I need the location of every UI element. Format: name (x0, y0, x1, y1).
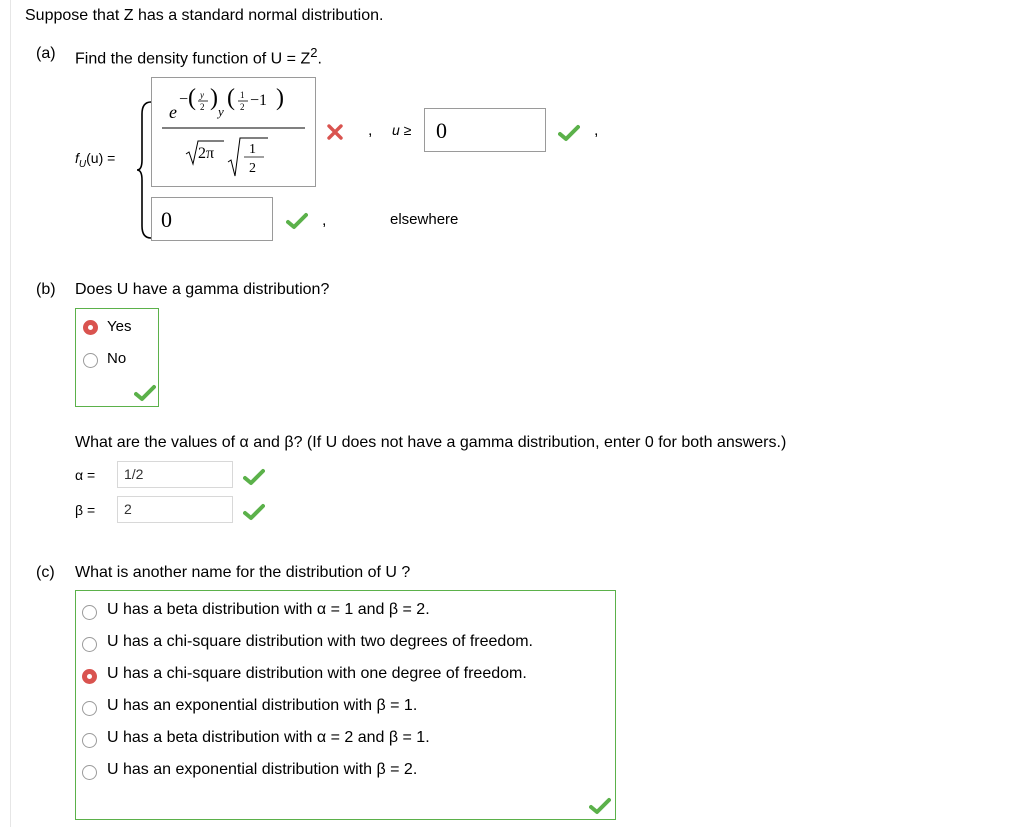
part-a-label: (a) (36, 45, 56, 62)
correct-check-icon (243, 503, 265, 521)
option-5-label: U has a beta distribution with α = 2 and β = 1. (107, 729, 430, 746)
elsewhere-value-input[interactable] (151, 197, 273, 241)
correct-check-icon (243, 468, 265, 486)
svg-text:2: 2 (200, 102, 205, 112)
option-6-label: U has an exponential distribution with β = 2. (107, 761, 418, 778)
density-formula (152, 78, 315, 186)
svg-text:−1: −1 (250, 92, 268, 109)
alpha-label: α = (75, 467, 96, 483)
svg-text:2: 2 (249, 161, 256, 176)
svg-text:): ) (210, 85, 218, 111)
left-border (10, 0, 11, 827)
svg-text:−: − (179, 91, 189, 108)
alpha-value: 1/2 (124, 466, 144, 482)
density-formula-input[interactable] (151, 77, 316, 187)
svg-text:y: y (200, 90, 204, 100)
svg-text:1: 1 (240, 90, 245, 100)
elsewhere-label: elsewhere (390, 211, 459, 228)
gamma-params-question: What are the values of α and β? (If U does not have a gamma distribution, enter 0 for both answers.) (75, 434, 787, 451)
svg-text:2π: 2π (198, 145, 215, 162)
svg-text:(: ( (188, 85, 196, 111)
radio-option-2[interactable] (82, 637, 97, 652)
comma-3: , (322, 212, 327, 229)
radio-option-6[interactable] (82, 765, 97, 780)
comma-1: , (368, 122, 373, 139)
option-3-label: U has a chi-square distribution with one degree of freedom. (107, 665, 527, 682)
option-yes-label: Yes (107, 318, 132, 335)
correct-check-icon (286, 212, 308, 230)
part-c-label: (c) (36, 564, 55, 581)
part-b-question: Does U have a gamma distribution? (75, 281, 330, 298)
correct-check-icon (589, 797, 611, 815)
svg-text:y: y (218, 104, 224, 119)
part-b-label: (b) (36, 281, 56, 298)
incorrect-x-icon (327, 124, 343, 140)
option-2-label: U has a chi-square distribution with two degrees of freedom. (107, 633, 533, 650)
svg-text:1: 1 (249, 142, 256, 157)
part-c-question: What is another name for the distribution of U ? (75, 564, 411, 581)
radio-option-5[interactable] (82, 733, 97, 748)
beta-label: β = (75, 502, 96, 518)
elsewhere-value: 0 (161, 207, 172, 232)
option-1-label: U has a beta distribution with α = 1 and β = 2. (107, 601, 430, 618)
radio-option-1[interactable] (82, 605, 97, 620)
svg-text:(: ( (227, 85, 235, 111)
beta-value: 2 (124, 501, 132, 517)
fu-label: $f_U(u)$ = (75, 150, 116, 170)
option-no-label: No (107, 350, 127, 367)
beta-input[interactable] (117, 496, 233, 523)
radio-option-4[interactable] (82, 701, 97, 716)
radio-yes[interactable] (83, 320, 98, 335)
svg-text:): ) (276, 85, 284, 111)
condition-u-label: u ≥ (392, 122, 412, 138)
svg-text:2: 2 (240, 102, 245, 112)
part-a-question: Find the density function of $U = Z^2$. (75, 45, 322, 68)
correct-check-icon (558, 124, 580, 142)
alpha-input[interactable] (117, 461, 233, 488)
condition-value: 0 (436, 118, 447, 143)
svg-text:e: e (169, 102, 177, 122)
comma-2: , (594, 122, 599, 139)
problem-intro: Suppose that Z has a standard normal distribution. (25, 7, 384, 24)
option-4-label: U has an exponential distribution with β = 1. (107, 697, 418, 714)
condition-value-input[interactable] (424, 108, 546, 152)
correct-check-icon (134, 384, 156, 402)
radio-option-3[interactable] (82, 669, 97, 684)
radio-no[interactable] (83, 353, 98, 368)
